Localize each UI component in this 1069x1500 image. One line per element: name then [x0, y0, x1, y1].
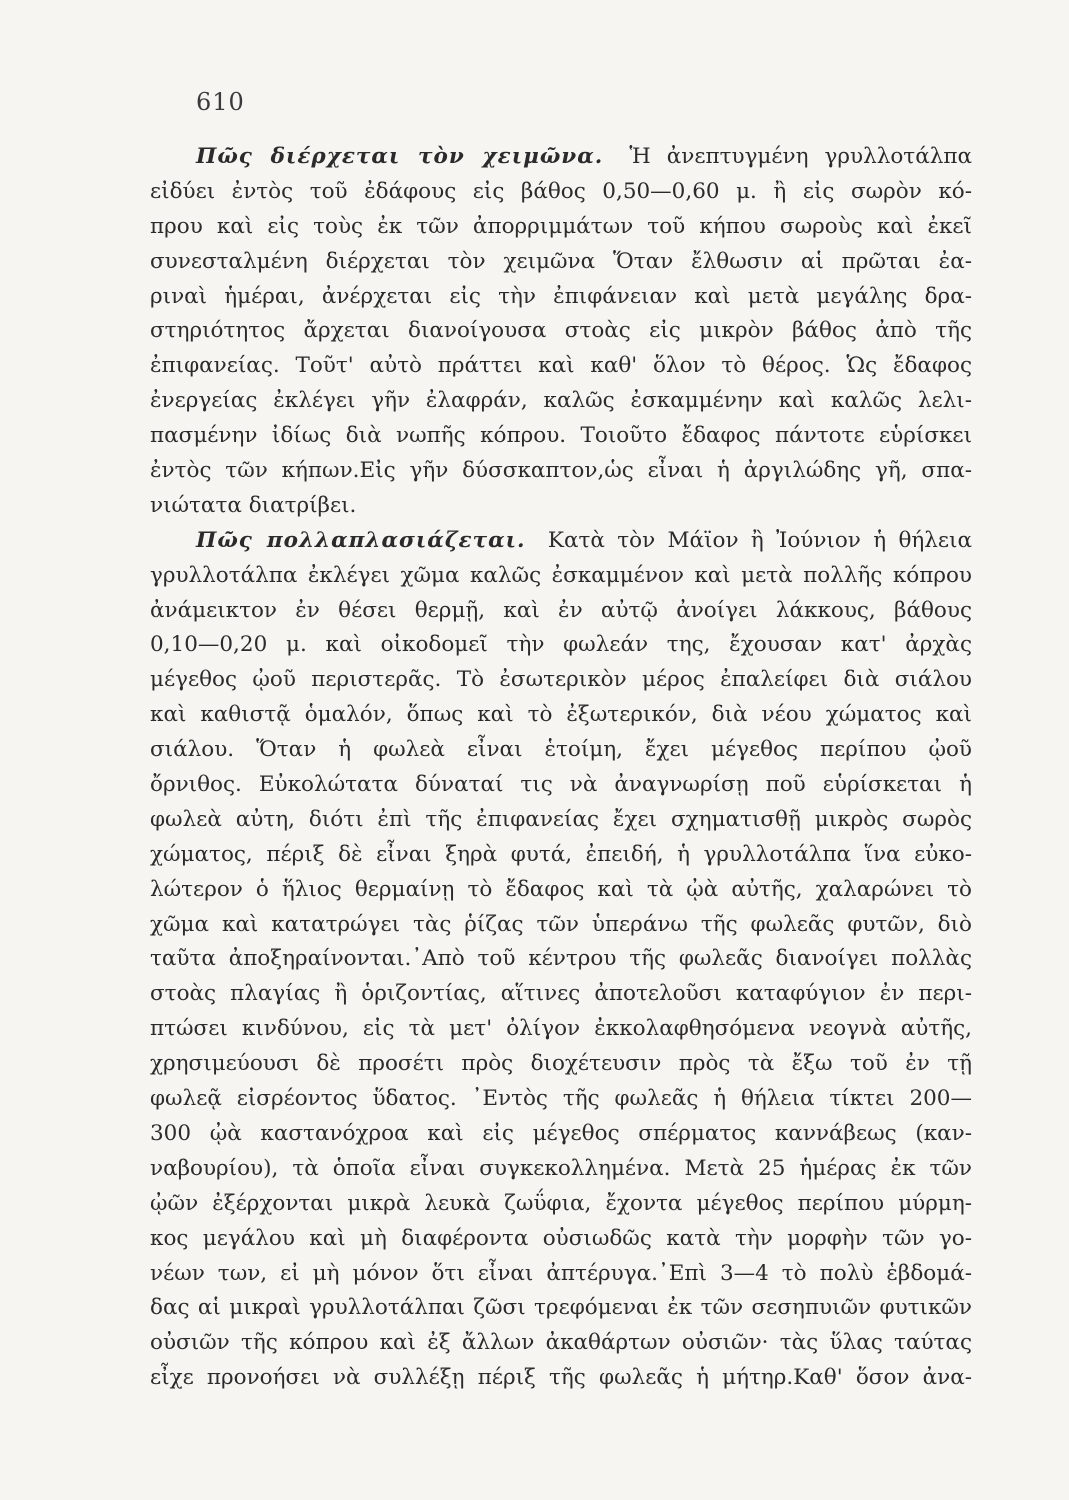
- text-body: [150, 140, 972, 1396]
- text-line: φωλεᾷ εἰσρέοντος ὕδατος. ᾽Εντὸς τῆς φωλεᾶς ἡ θήλεια τίκτει 200—: [150, 1086, 972, 1112]
- text-line: ταῦτα ἀποξηραίνονται.᾽Απὸ τοῦ κέντρου τῆς φωλεᾶς διανοίγει πολλὰς: [150, 946, 972, 972]
- text-line: νιώτατα διατρίβει.: [150, 492, 357, 518]
- text-line: πρου καὶ εἰς τοὺς ἐκ τῶν ἀπορριμμάτων τοῦ κήπου σωροὺς καὶ ἐκεῖ: [150, 213, 972, 239]
- text-line: στηριότητος ἄρχεται διανοίγουσα στοὰς εἰς μικρὸν βάθος ἀπὸ τῆς: [150, 318, 972, 344]
- text-line: ἐνεργείας ἐκλέγει γῆν ἐλαφράν, καλῶς ἐσκαμμένην καὶ καλῶς λελι-: [150, 388, 972, 414]
- text-line: χῶμα καὶ κατατρώγει τὰς ῥίζας τῶν ὑπεράνω τῆς φωλεᾶς φυτῶν, διὸ: [150, 911, 972, 937]
- section2-first-line-text: Κατὰ τὸν Μάϊον ἢ Ἰούνιον ἡ θήλεια: [547, 527, 972, 553]
- text-line: σιάλου. Ὅταν ἡ φωλεὰ εἶναι ἑτοίμη, ἔχει μέγεθος περίπου ᾠοῦ: [150, 737, 972, 763]
- section2-first-line: [150, 524, 972, 559]
- text-line: καὶ καθιστᾷ ὁμαλόν, ὅπως καὶ τὸ ἐξωτερικόν, διὰ νέου χώματος καὶ: [150, 702, 972, 728]
- text-line: χώματος, πέριξ δὲ εἶναι ξηρὰ φυτά, ἐπειδή, ἡ γρυλλοτάλπα ἵνα εὐκο-: [150, 841, 972, 867]
- text-line: 300 ᾠὰ καστανόχροα καὶ εἰς μέγεθος σπέρματος καννάβεως (καν-: [150, 1120, 972, 1146]
- section2-heading: Πῶς πολλαπλασιάζεται.: [196, 527, 526, 553]
- section1-first-line: [150, 140, 972, 175]
- text-line: ὄρνιθος. Εὐκολώτατα δύναταί τις νὰ ἀναγνωρίσῃ ποῦ εὑρίσκεται ἡ: [150, 772, 972, 798]
- text-line: 0,10—0,20 μ. καὶ οἰκοδομεῖ τὴν φωλεάν της, ἔχουσαν κατ' ἀρχὰς: [150, 632, 972, 658]
- text-line: κος μεγάλου καὶ μὴ διαφέροντα οὐσιωδῶς κατὰ τὴν μορφὴν τῶν γο-: [150, 1225, 972, 1251]
- text-line: ριναὶ ἡμέραι, ἀνέρχεται εἰς τὴν ἐπιφάνειαν καὶ μετὰ μεγάλης δρα-: [150, 283, 972, 309]
- text-line: ἀνάμεικτον ἐν θέσει θερμῇ, καὶ ἐν αὐτῷ ἀνοίγει λάκκους, βάθους: [150, 597, 972, 623]
- text-line: πασμένην ἰδίως διὰ νωπῆς κόπρου. Τοιοῦτο ἔδαφος πάντοτε εὑρίσκει: [150, 423, 972, 449]
- text-line: οὐσιῶν τῆς κόπρου καὶ ἐξ ἄλλων ἀκαθάρτων οὐσιῶν· τὰς ὕλας ταύτας: [150, 1330, 972, 1356]
- text-line: εἶχε προνοήσει νὰ συλλέξῃ πέριξ τῆς φωλεᾶς ἡ μήτηρ.Καθ' ὅσον ἀνα-: [150, 1365, 972, 1391]
- text-line: εἰδύει ἐντὸς τοῦ ἐδάφους εἰς βάθος 0,50—0,60 μ. ἢ εἰς σωρὸν κό-: [150, 178, 972, 204]
- text-line: πτώσει κινδύνου, εἰς τὰ μετ' ὀλίγον ἐκκολαφθησόμενα νεογνὰ αὐτῆς,: [150, 1016, 972, 1042]
- text-line: γρυλλοτάλπα ἐκλέγει χῶμα καλῶς ἐσκαμμένον καὶ μετὰ πολλῆς κόπρου: [150, 562, 972, 588]
- text-line: ναβουρίου), τὰ ὁποῖα εἶναι συγκεκολλημένα. Μετὰ 25 ἡμέρας ἐκ τῶν: [150, 1155, 972, 1181]
- section1-first-line-text: Ἡ ἀνεπτυγμένη γρυλλοτάλπα: [629, 144, 972, 169]
- text-line: μέγεθος ᾠοῦ περιστερᾶς. Τὸ ἐσωτερικὸν μέρος ἐπαλείφει διὰ σιάλου: [150, 667, 972, 693]
- text-line: δας αἱ μικραὶ γρυλλοτάλπαι ζῶσι τρεφόμεναι ἐκ τῶν σεσηπυιῶν φυτικῶν: [150, 1295, 972, 1321]
- text-line: ἐπιφανείας. Τοῦτ' αὐτὸ πράττει καὶ καθ' ὅλον τὸ θέρος. Ὡς ἔδαφος: [150, 353, 972, 379]
- text-line: φωλεὰ αὐτη, διότι ἐπὶ τῆς ἐπιφανείας ἔχει σχηματισθῇ μικρὸς σωρὸς: [150, 806, 972, 832]
- text-line: λώτερον ὁ ἥλιος θερμαίνῃ τὸ ἔδαφος καὶ τὰ ᾠὰ αὐτῆς, χαλαρώνει τὸ: [150, 876, 972, 902]
- text-line: ᾠῶν ἐξέρχονται μικρὰ λευκὰ ζωΰφια, ἔχοντα μέγεθος περίπου μύρμη-: [150, 1190, 972, 1216]
- text-line: στοὰς πλαγίας ἢ ὁριζοντίας, αἵτινες ἀποτελοῦσι καταφύγιον ἐν περι-: [150, 981, 972, 1007]
- section1-heading: Πῶς διέρχεται τὸν χειμῶνα.: [196, 144, 604, 169]
- text-line: νέων των, εἰ μὴ μόνον ὅτι εἶναι ἀπτέρυγα.᾽Επὶ 3—4 τὸ πολὺ ἑβδομά-: [150, 1260, 972, 1286]
- text-line: ἐντὸς τῶν κήπων.Εἰς γῆν δύσσκαπτον,ὡς εἶναι ἡ ἀργιλώδης γῆ, σπα-: [150, 458, 972, 484]
- text-line: συνεσταλμένη διέρχεται τὸν χειμῶνα Ὅταν ἔλθωσιν αἱ πρῶται ἐα-: [150, 248, 972, 274]
- page-number: 610: [196, 88, 245, 116]
- text-line: χρησιμεύουσι δὲ προσέτι πρὸς διοχέτευσιν πρὸς τὰ ἔξω τοῦ ἐν τῇ: [150, 1051, 972, 1077]
